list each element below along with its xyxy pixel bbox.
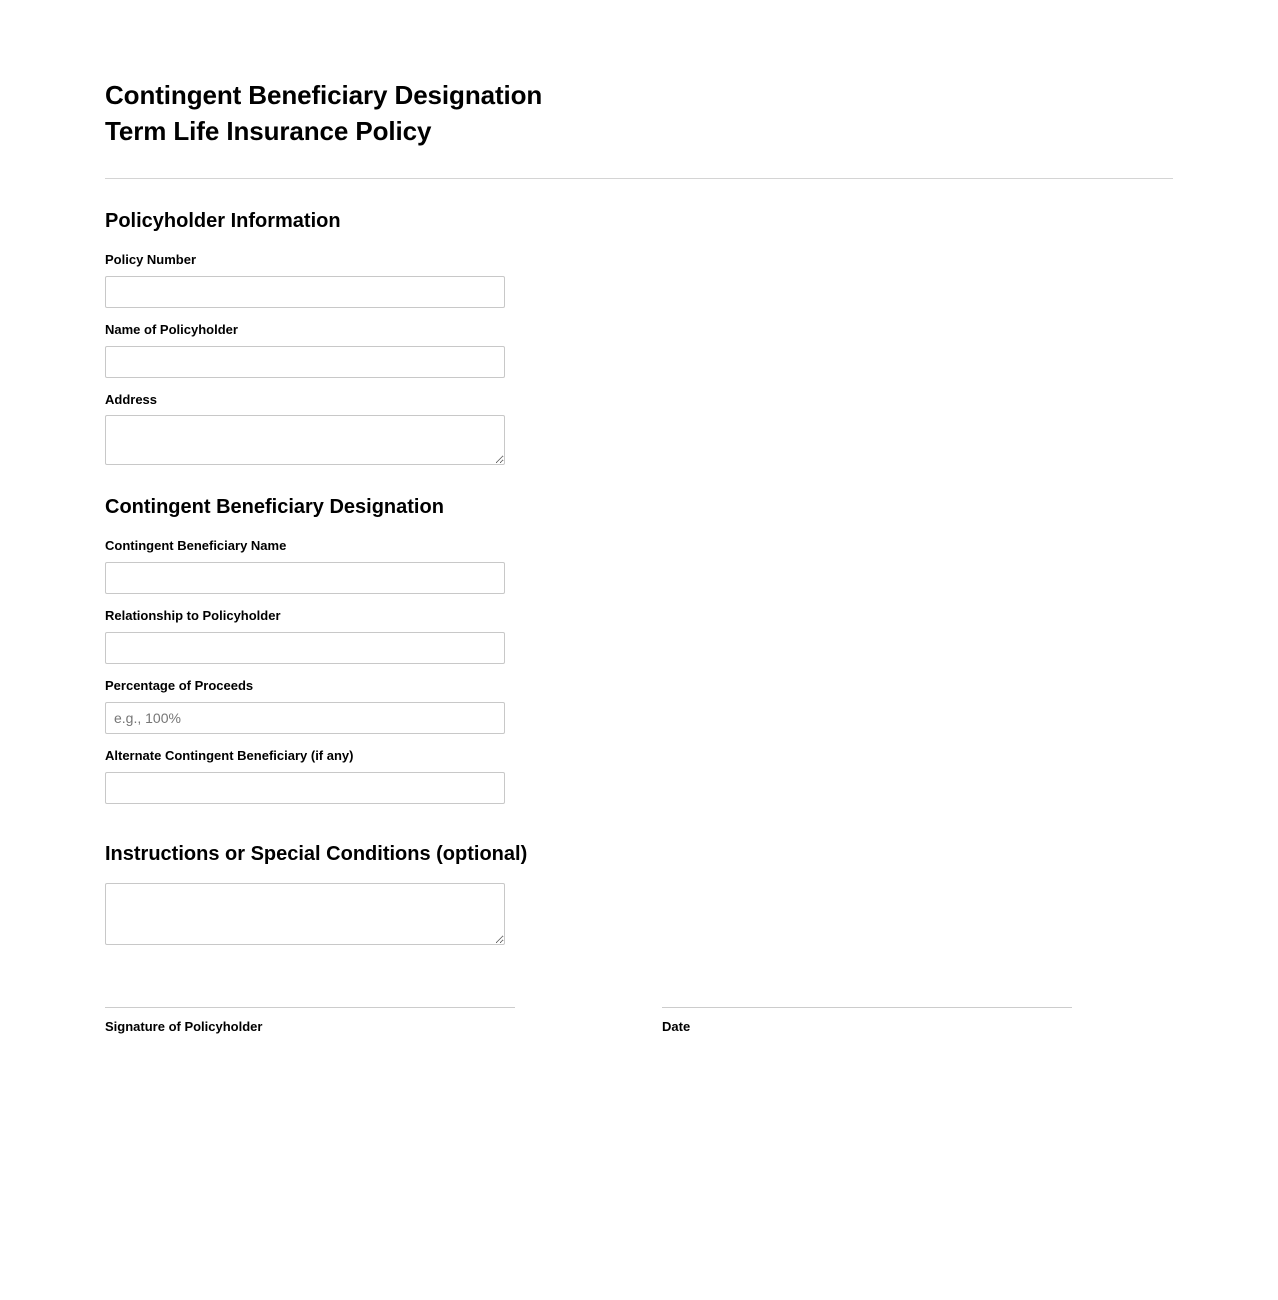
label-name-of-policyholder: Name of Policyholder: [105, 321, 238, 337]
page-title: [105, 78, 1173, 150]
input-percentage-of-proceeds[interactable]: [105, 702, 505, 734]
field-instructions: [105, 883, 1173, 945]
signature-label-date: Date: [662, 1018, 691, 1034]
page-title-line-2: Term Life Insurance Policy: [105, 115, 432, 146]
field-percentage-of-proceeds: [105, 678, 1173, 734]
section-contingent-beneficiary-designation: [105, 495, 1173, 804]
section-heading-policyholder-information: Policyholder Information: [105, 209, 341, 232]
input-name-of-policyholder[interactable]: [105, 346, 505, 378]
page-title-line-1: Contingent Beneficiary Designation: [105, 80, 543, 110]
signature-line-date[interactable]: [662, 1007, 1072, 1008]
label-address: Address: [105, 391, 158, 407]
field-alternate-contingent-beneficiary: [105, 748, 1173, 804]
label-relationship-to-policyholder: Relationship to Policyholder: [105, 608, 281, 624]
label-alternate-contingent-beneficiary: Alternate Contingent Beneficiary (if any): [105, 748, 354, 764]
field-relationship-to-policyholder: [105, 608, 1173, 664]
signature-block-policyholder: [105, 1007, 515, 1036]
label-percentage-of-proceeds: Percentage of Proceeds: [105, 678, 254, 694]
textarea-instructions[interactable]: [105, 883, 505, 945]
field-name-of-policyholder: [105, 322, 1173, 378]
section-heading-instructions-special-conditions: Instructions or Special Conditions (optional): [105, 842, 528, 865]
field-address: [105, 392, 1173, 466]
signature-line-policyholder[interactable]: [105, 1007, 515, 1008]
field-policy-number: [105, 252, 1173, 308]
input-contingent-beneficiary-name[interactable]: [105, 562, 505, 594]
section-heading-contingent-beneficiary-designation: Contingent Beneficiary Designation: [105, 496, 444, 519]
input-relationship-to-policyholder[interactable]: [105, 632, 505, 664]
field-contingent-beneficiary-name: [105, 538, 1173, 594]
signature-label-policyholder: Signature of Policyholder: [105, 1018, 263, 1034]
input-policy-number[interactable]: [105, 276, 505, 308]
input-alternate-contingent-beneficiary[interactable]: [105, 772, 505, 804]
textarea-address[interactable]: [105, 415, 505, 465]
label-policy-number: Policy Number: [105, 251, 197, 267]
title-divider: [105, 178, 1173, 179]
signature-block-date: [662, 1007, 1072, 1036]
label-contingent-beneficiary-name: Contingent Beneficiary Name: [105, 538, 287, 554]
section-instructions-special-conditions: [105, 842, 1173, 945]
signature-row: [105, 1007, 1173, 1036]
section-policyholder-information: [105, 209, 1173, 466]
